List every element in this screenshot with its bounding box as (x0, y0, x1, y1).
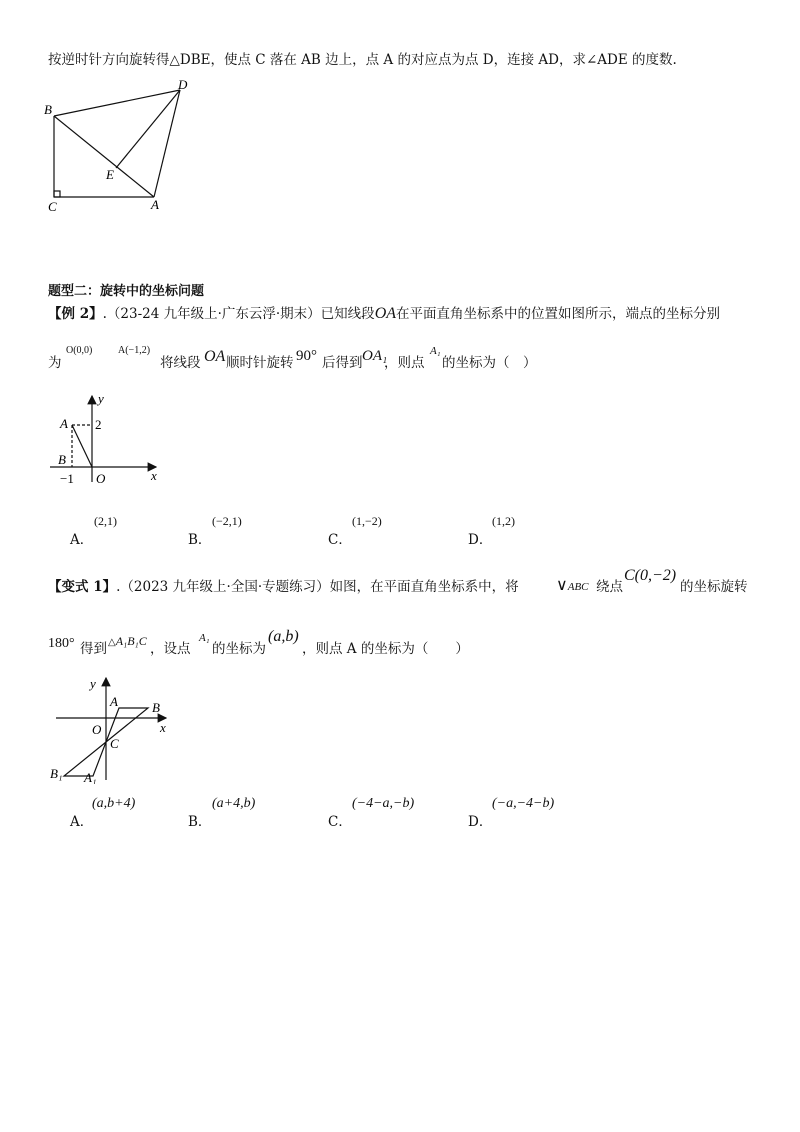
variant1-tri: ∨ABC (556, 577, 589, 594)
variant1-text6: ，则点 A 的坐标为（ ） (302, 641, 469, 657)
variant1-tri2: △A₁B₁C (108, 634, 147, 648)
point-B1-label: B₁ (50, 766, 63, 781)
example2-seg: OA (374, 305, 397, 322)
example2-pointA1: A₁ (430, 345, 441, 357)
label-E: E (106, 167, 114, 182)
example2-text5: ，则点 (384, 355, 425, 371)
example2-choice-A-letter[interactable]: A． (70, 532, 94, 548)
axis-x-label: x (151, 468, 157, 483)
example2-seg3: OA₁ (362, 348, 388, 364)
variant1-tag: 【变式 1】 (48, 579, 117, 595)
figure-quadrilateral (40, 78, 200, 214)
example2-coordA: A(−1,2) (118, 345, 151, 356)
variant1-choice-C-letter[interactable]: C． (328, 814, 352, 830)
example2-choice-C-value: (1,−2) (352, 514, 382, 528)
section-title: 题型二：旋转中的坐标问题 (48, 284, 205, 299)
example2-choice-D-value: (1,2) (492, 514, 515, 528)
variant1-choice-B-value: (a+4,b) (212, 796, 256, 811)
label-A: A (151, 197, 159, 212)
variant1-text5: 的坐标为 (212, 641, 266, 657)
point-B-label: B (58, 452, 66, 467)
example2-choice-B-value: (−2,1) (212, 514, 242, 528)
point-A-label: A (60, 416, 68, 431)
variant1-choice-A-value: (a,b+4) (92, 796, 136, 811)
variant1-choice-A-letter[interactable]: A． (70, 814, 94, 830)
point-B-label-2: B (152, 700, 160, 715)
tick-2-label: 2 (95, 417, 102, 432)
origin-label-2: O (92, 722, 102, 737)
problem1-text: 按逆时针方向旋转得△DBE，使点 C 落在 AB 边上，点 A 的对应点为点 D，连接 AD，求∠ADE 的度数. (48, 52, 677, 68)
example2-text2: 将线段 (160, 355, 201, 371)
variant1-text1: 绕点 (596, 579, 623, 595)
example2-choice-D-letter[interactable]: D． (468, 532, 493, 548)
point-C-label: C (110, 736, 119, 751)
variant1-text2: 的坐标旋转 (680, 579, 748, 595)
point-A-label-2: A (110, 694, 118, 709)
variant1-choice-C-value: (−4−a,−b) (352, 796, 415, 811)
label-D: D (178, 78, 188, 92)
variant1-text3: 得到 (80, 641, 107, 657)
example2-choice-C-letter[interactable]: C． (328, 532, 352, 548)
variant1-angle: 180° (48, 636, 75, 651)
example2-text4: 后得到 (322, 355, 363, 371)
example2-coordO: O(0,0) (66, 345, 93, 356)
axis-y-label: y (98, 392, 104, 406)
variant1-tri2-label: A₁B₁C (115, 634, 147, 648)
example2-prefix: 为 (48, 355, 62, 371)
variant1-choice-D-letter[interactable]: D． (468, 814, 493, 830)
axis-x-label-2: x (160, 720, 166, 735)
example2-choice-B-letter[interactable]: B． (188, 532, 212, 548)
variant1-line1 (48, 578, 519, 596)
example2-source: .（23-24 九年级上·广东云浮·期末）已知线段 (102, 306, 375, 322)
point-A1-label: A₁ (84, 770, 97, 784)
variant1-choice-D-value: (−a,−4−b) (492, 796, 555, 811)
example2-text3: 顺时针旋转 (226, 355, 294, 371)
example2-tag: 【例 2】 (48, 306, 103, 322)
example2-text1: 在平面直角坐标系中的位置如图所示，端点的坐标分别 (396, 306, 721, 322)
example2-seg2: OA (204, 348, 226, 365)
variant1-text4: ，设点 (150, 641, 191, 657)
variant1-tri-label: ABC (567, 581, 589, 593)
variant1-pointA1: A₁ (199, 632, 210, 644)
example2-choice-A-value: (2,1) (94, 514, 117, 528)
variant1-coordA1: (a,b) (268, 628, 299, 645)
figure-rotated-triangles (46, 672, 178, 784)
example2-angle: 90° (296, 348, 317, 364)
axis-y-label-2: y (90, 676, 96, 691)
label-C: C (48, 199, 57, 214)
example2-line1 (48, 305, 720, 323)
tick-neg1-label: −1 (60, 471, 74, 486)
variant1-source: .（2023 九年级上·全国·专题练习）如图，在平面直角坐标系中，将 (116, 579, 519, 595)
figure-coordinate-segment (44, 392, 168, 486)
variant1-choice-B-letter[interactable]: B． (188, 814, 212, 830)
label-B: B (44, 102, 52, 117)
origin-label: O (96, 471, 106, 486)
example2-text6: 的坐标为（ ） (442, 355, 537, 371)
variant1-pointC: C(0,−2) (624, 567, 677, 584)
